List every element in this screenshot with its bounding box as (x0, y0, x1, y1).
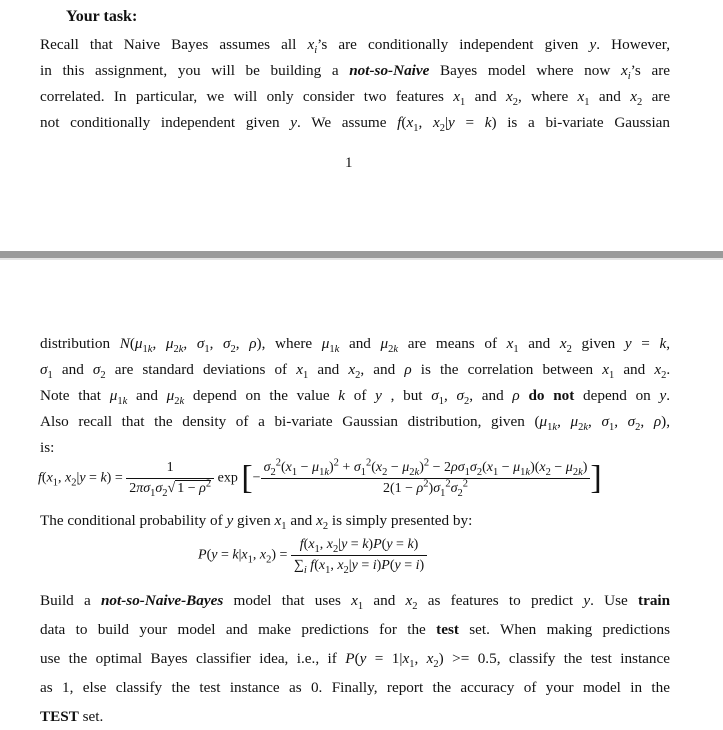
page2-line-2: $\sigma_1$ and $\sigma_2$ are standard deviations of $x_1$ and $x_2$, and ρ is the correlation between $x_1$ and $x_2$. (40, 361, 671, 382)
page2-line-9: use the optimal Bayes classifier idea, i.e., if $P(y = 1|x_1$, $x_2) >= 0.5$, classify the test instance (40, 650, 671, 671)
page2-line-6: The conditional probability of y given $x_1$ and $x_2$ is simply presented by: (40, 512, 473, 533)
page1-line-4: not conditionally independent given y. We assume $f(x_1$, $x_2|y = k$) is a bi-variate Gaussian (40, 114, 670, 135)
emphasis-not-so-naive: not-so-Naive (349, 62, 430, 79)
conditional-probability-equation: $P(y = k|x_1$, $x_2$) = $\frac{f(x_1, x_2|y = k)P(y = k)}{\sum_i f(x_1, x_2|y = i)P(y = i)}$ (198, 537, 427, 574)
page-separator (0, 251, 723, 258)
page2-line-10: as 1, else classify the test instance as 0. Finally, report the accuracy of your model in the (40, 679, 670, 696)
page2-line-3: Note that $\mu_{1k}$ and $\mu_{2k}$ depend on the value k of y , but $\sigma_1$, $\sigma_2$, and ρ do not depend on y. (40, 387, 671, 408)
page-2 (0, 260, 723, 730)
page2-line-5: is: (40, 439, 55, 456)
page2-line-11: TEST set. (40, 708, 104, 725)
page2-line-4: Also recall that the density of a bi-variate Gaussian distribution, given ($\mu_{1k}$, $\mu_{2k}$, $\sigma_1$, $\sigma_2$, ρ), (40, 413, 671, 434)
page2-line-7: Build a not-so-Naive-Bayes model that uses $x_1$ and $x_2$ as features to predict y. Use train (40, 592, 671, 613)
page1-line-2: in this assignment, you will be building a not-so-Naive Bayes model where now $x_i’s$ are (40, 62, 670, 83)
page2-line-1: distribution $N(\mu_{1k}$, $\mu_{2k}$, $\sigma_1$, $\sigma_2$, ρ), where $\mu_{1k}$ and $\mu_{2k}$ are means of $x_1$ and $x_2$ given y = k, (40, 335, 671, 356)
emphasis-not-so-naive-bayes: not-so-Naive-Bayes (100, 592, 224, 609)
page2-line-8: data to build your model and make predictions for the test set. When making predictions (40, 621, 670, 638)
page-number: 1 (345, 155, 353, 171)
page1-line-1: Recall that Naive Bayes assumes all $x_i’s$ are conditionally independent given y. However, (40, 36, 671, 57)
bivariate-density-equation: $f(x_1$, $x_2|y = k$) = $\frac{1}{2\pi\sigma_1\sigma_2√ 1 - \rho^2}$ exp [− $\frac{\sigma_2^2(x_1 - \mu_{1k})^2 + \sigma_1^2(x_2 - \mu_{2k})^2 - 2\rho\sigma_1\sigma_2(x_1 - \mu_{1k})(x_2 - \mu_{2k})}{2(1 - \rho^2)\sigma_1^2\sigma_2^2}$ ] (38, 457, 602, 499)
page-1 (0, 0, 723, 251)
page1-line-3: correlated. In particular, we will only consider two features $x_1$ and $x_2$, where $x_1$ and $x_2$ are (40, 88, 671, 109)
section-heading: Your task: (66, 8, 138, 25)
